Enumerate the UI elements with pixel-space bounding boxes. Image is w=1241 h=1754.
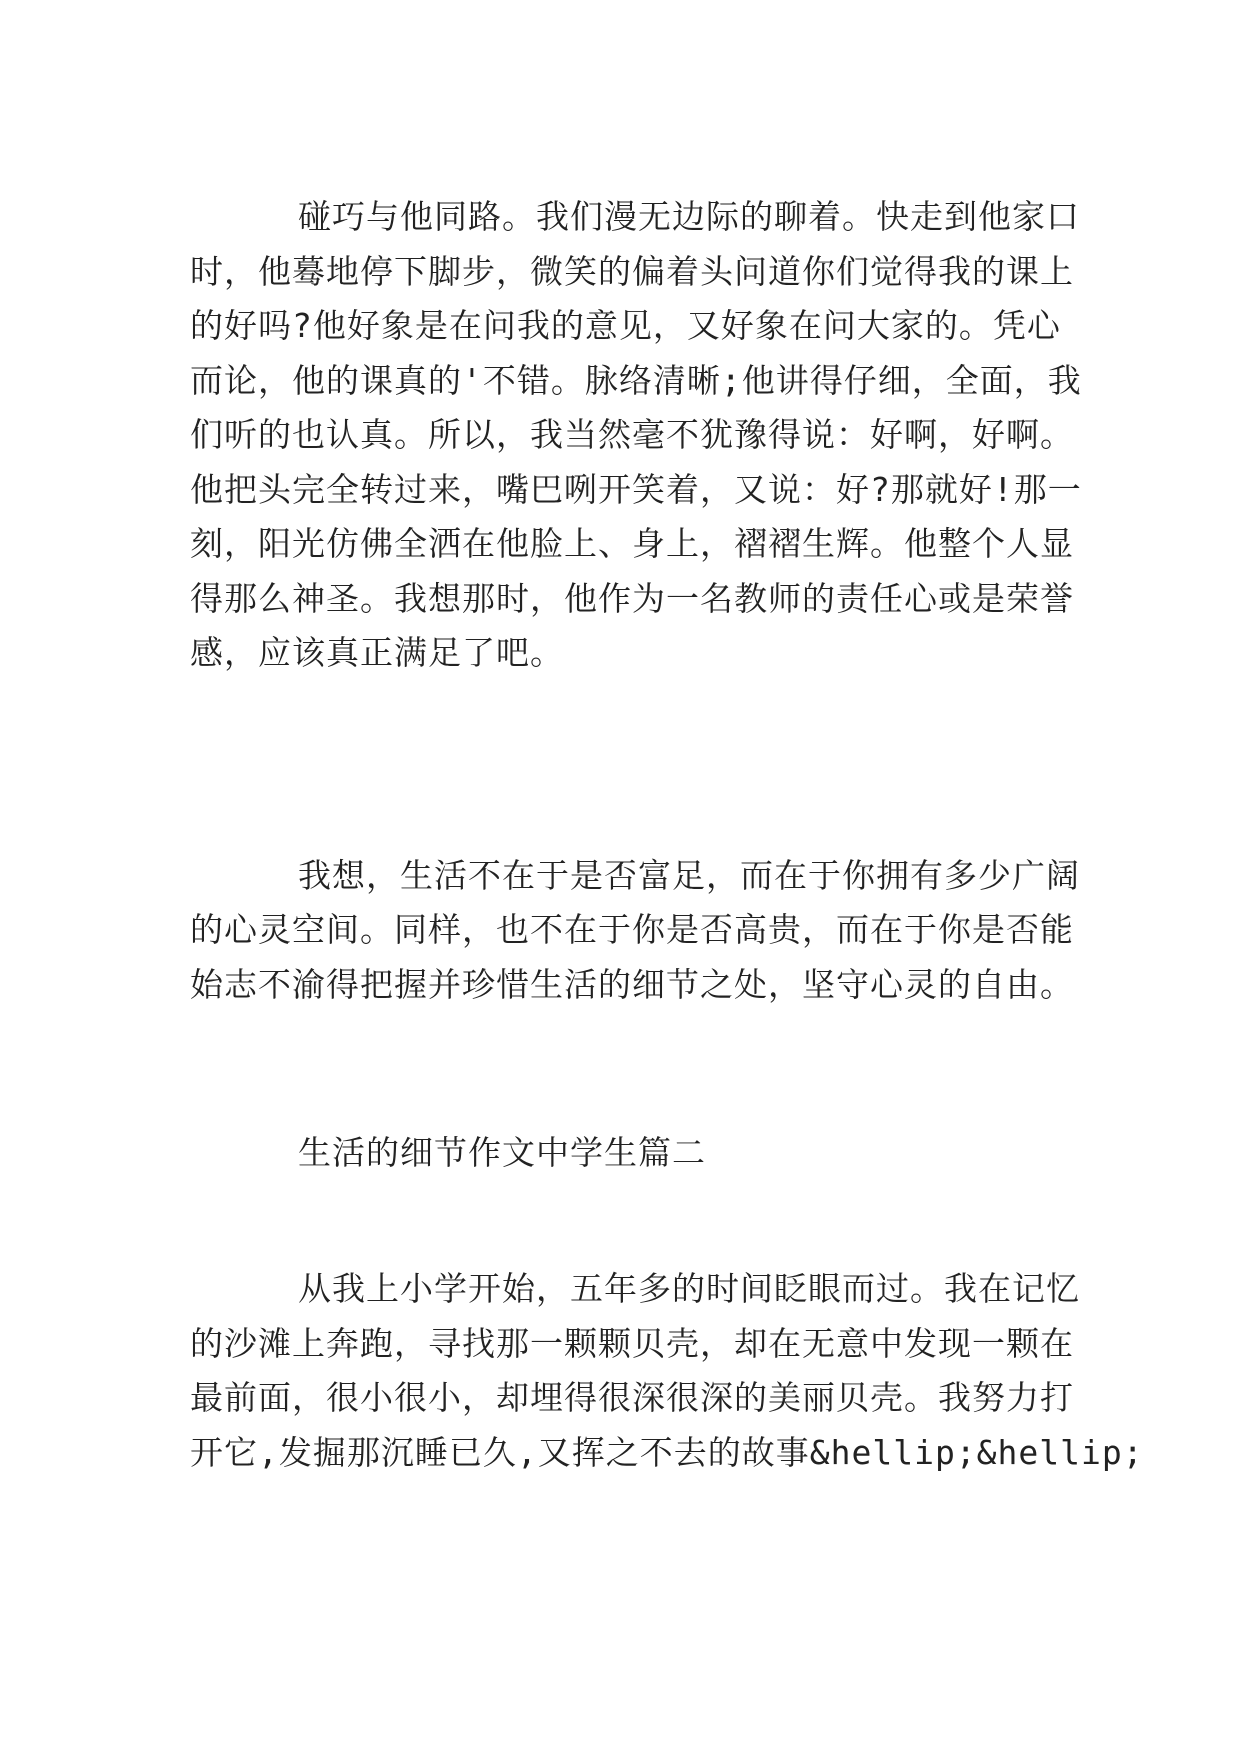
paragraph-3-line-4: 开它,发掘那沉睡已久,又挥之不去的故事&hellip;&hellip; bbox=[190, 1433, 1144, 1472]
paragraph-1-line-1: 碰巧与他同路。我们漫无边际的聊着。快走到他家口 bbox=[298, 197, 1080, 236]
paragraph-1-line-4: 而论，他的课真的'不错。脉络清晰;他讲得仔细，全面，我 bbox=[190, 361, 1082, 400]
paragraph-3-line-2: 的沙滩上奔跑，寻找那一颗颗贝壳，却在无意中发现一颗在 bbox=[190, 1324, 1074, 1363]
section-heading: 生活的细节作文中学生篇二 bbox=[298, 1133, 706, 1172]
paragraph-3-line-3: 最前面，很小很小，却埋得很深很深的美丽贝壳。我努力打 bbox=[190, 1378, 1074, 1417]
paragraph-2-line-2: 的心灵空间。同样，也不在于你是否高贵，而在于你是否能 bbox=[190, 910, 1074, 949]
paragraph-3-line-1: 从我上小学开始，五年多的时间眨眼而过。我在记忆 bbox=[298, 1269, 1080, 1308]
paragraph-2-line-3: 始志不渝得把握并珍惜生活的细节之处，坚守心灵的自由。 bbox=[190, 965, 1074, 1004]
paragraph-1-line-3: 的好吗?他好象是在问我的意见，又好象在问大家的。凭心 bbox=[190, 306, 1061, 345]
paragraph-1-line-6: 他把头完全转过来，嘴巴咧开笑着，又说：好?那就好!那一 bbox=[190, 470, 1082, 509]
paragraph-2-line-1: 我想，生活不在于是否富足，而在于你拥有多少广阔 bbox=[298, 856, 1080, 895]
paragraph-1-line-9: 感，应该真正满足了吧。 bbox=[190, 633, 564, 672]
paragraph-1-line-7: 刻，阳光仿佛全洒在他脸上、身上，褶褶生辉。他整个人显 bbox=[190, 524, 1074, 563]
paragraph-1-line-8: 得那么神圣。我想那时，他作为一名教师的责任心或是荣誉 bbox=[190, 579, 1074, 618]
paragraph-1-line-2: 时，他蓦地停下脚步，微笑的偏着头问道你们觉得我的课上 bbox=[190, 252, 1074, 291]
paragraph-1-line-5: 们听的也认真。所以，我当然毫不犹豫得说：好啊，好啊。 bbox=[190, 415, 1074, 454]
